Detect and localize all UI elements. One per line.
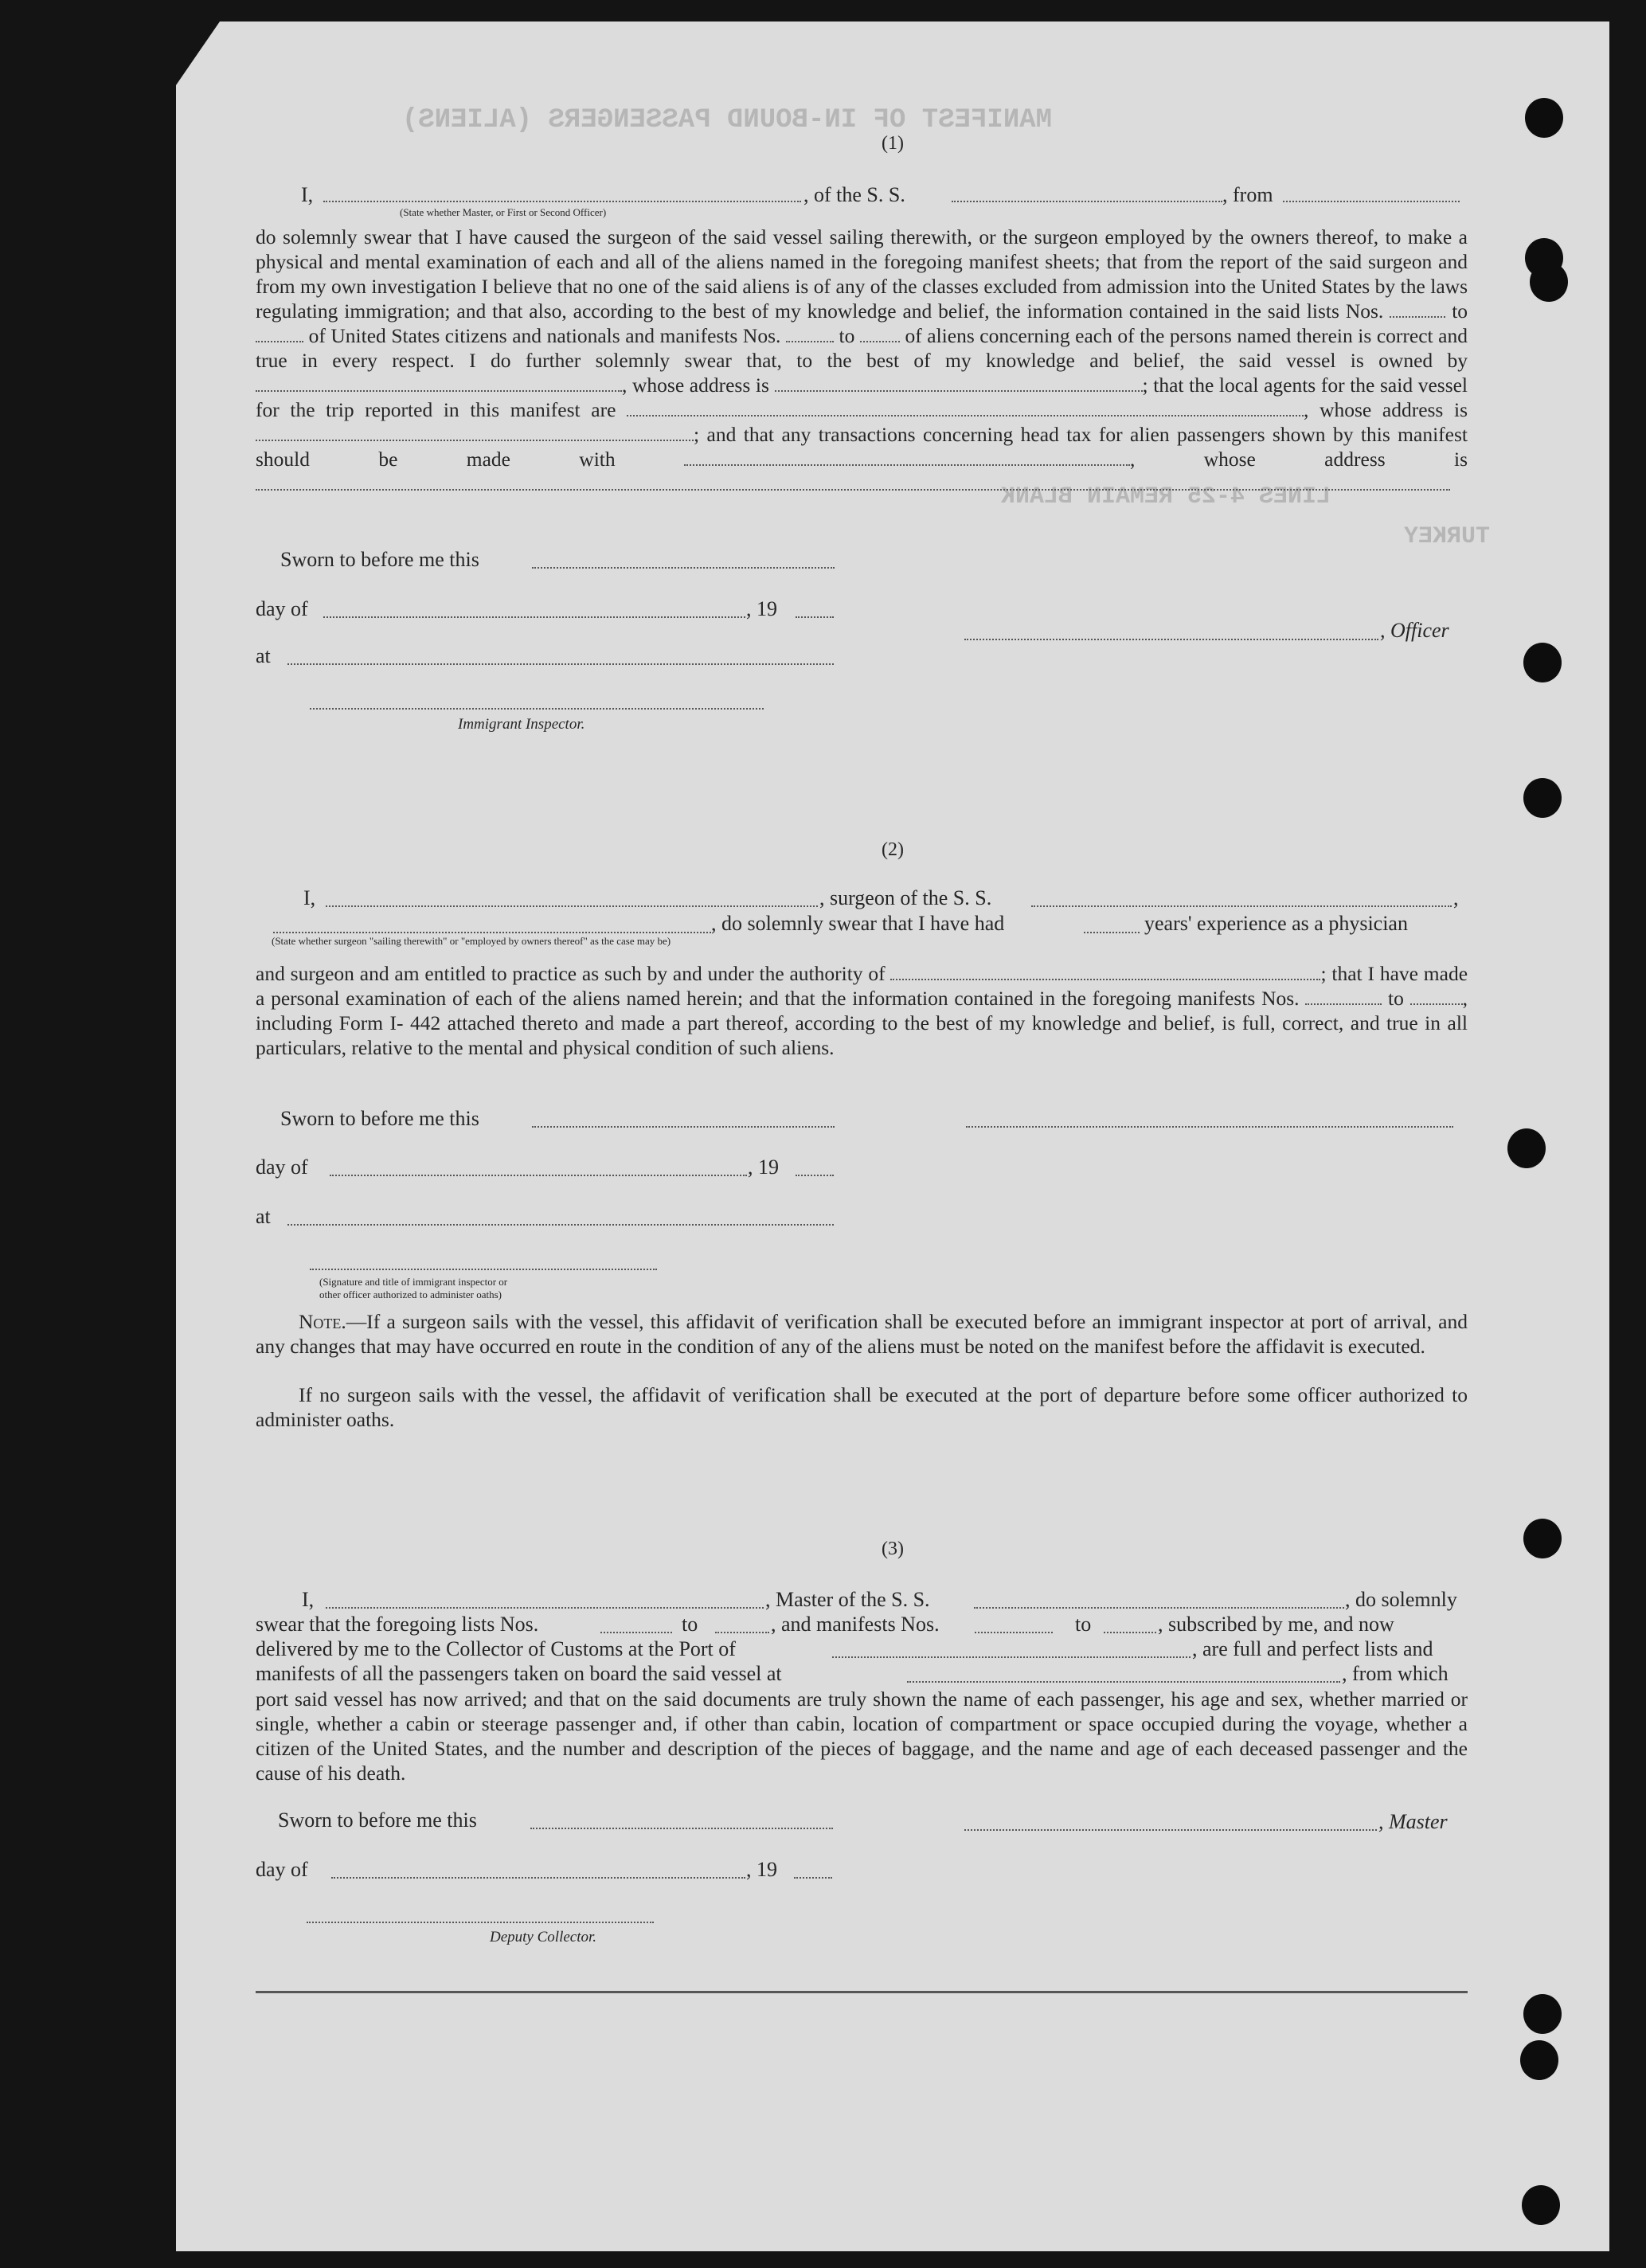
oath-lead: I, (302, 1588, 315, 1611)
surgeon-signature-field (966, 1126, 1453, 1128)
vessel-name-field (952, 201, 1222, 202)
punch-hole (1530, 262, 1568, 302)
surgeon-comma: , (1453, 886, 1459, 909)
subscribed-label: , subscribed by me, and now (1158, 1613, 1394, 1636)
swear-label: swear that the foregoing lists Nos. (256, 1613, 539, 1636)
section-3-paragraph: port said vessel has now arrived; and that on the said documents are truly shown the name of each passenger, his age and sex, whether married or single, whether a cabin or steerage passenger and, if other than cabin, location of compartment or space occupied during the voyage, whether a citizen of the United States, and the number and description of the pieces of baggage, and the name and age of each deceased passenger and the cause of his death. (256, 1687, 1468, 1785)
punch-hole (1507, 1128, 1546, 1168)
day-of-label: day of (256, 1156, 308, 1179)
punch-hole (1523, 643, 1562, 682)
section-1-number: (1) (882, 133, 904, 154)
show-through-title: MANIFEST OF IN-BOUND PASSENGERS (ALIENS) (401, 105, 1052, 135)
oath-lead: I, (303, 886, 316, 909)
master-name-field (326, 1607, 764, 1609)
punch-hole (1523, 778, 1562, 818)
sworn-label: Sworn to before me this (280, 1107, 479, 1130)
embark-port-field (907, 1681, 1340, 1683)
lists-from-field (600, 1632, 672, 1633)
officer-label: , Officer (1380, 619, 1449, 642)
manifest-page (176, 22, 1609, 2251)
sworn-date-field (530, 1828, 833, 1829)
signature-note-2: other officer authorized to administer oaths) (319, 1288, 502, 1300)
do-solemnly-label: , do solemnly (1345, 1588, 1457, 1611)
manifests-from-field (975, 1632, 1053, 1633)
officer-note: (State whether Master, or First or Second Officer) (400, 206, 607, 218)
inspector-signature-field (310, 1269, 657, 1270)
solemnly-label: , do solemnly swear that I have had (711, 912, 1005, 935)
show-through-text: TURKEY (1403, 523, 1490, 550)
officer-name-field (323, 201, 801, 202)
sworn-date-field (532, 1126, 835, 1128)
oath-lead: I, (301, 183, 314, 206)
of-ss-label: , of the S. S. (803, 183, 905, 206)
section-1-paragraph: do solemnly swear that I have caused the surgeon of the said vessel sailing therewith, or the surgeon employed by the owners thereof, to make a physical and mental examination of each and all of the aliens named in the foregoing manifest sheets; that from the report of the said surgeon and from my own investigation I believe that no one of the said aliens is of any of the classes excluded from admission into the United States by the laws regulating immigration; and that also, according to the best of my knowledge and belief, the information contained in the said lists Nos. to of United States citizens and nationals and manifests Nos. to of aliens concerning each of the persons named therein is correct and true in every respect. I do further solemnly swear that, to the best of my knowledge and belief, the said vessel is owned by , whose address is ; that the local agents for the said vessel for the trip reported in this manifest are , whose address is ; and that any transactions concerning head tax for alien passengers shown by this manifest should be made with , whose address is (256, 225, 1468, 496)
section-3-number: (3) (882, 1539, 904, 1559)
section-2-paragraph: and surgeon and am entitled to practice as such by and under the authority of ; that I have made a personal examination of each of the aliens named herein; and that the information contained in the foregoing manifests Nos. to , including Form I- 442 attached thereto and made a part thereof, according to the best of my knowledge and belief, is full, correct, and true in all particulars, relative to the mental and physical condition of such aliens. (256, 962, 1468, 1059)
surgeon-note-paragraph: Note.—If a surgeon sails with the vessel, this affidavit of verification shall be executed before an immigrant inspector at port of arrival, and any changes that may have occurred en route in the condition of any of the aliens must be noted on the manifest before the affidavit is executed. (256, 1310, 1468, 1358)
inspector-signature-field (310, 708, 764, 710)
punch-hole (1525, 98, 1563, 138)
master-of-label: , Master of the S. S. (765, 1588, 930, 1611)
year-label: , 19 (748, 1156, 779, 1179)
officer-signature-field (964, 639, 1378, 640)
sworn-label: Sworn to before me this (280, 548, 479, 571)
master-signature-field (964, 1829, 1377, 1831)
at-field (287, 1224, 834, 1226)
surgeon-name-field (326, 905, 818, 907)
bottom-rule (256, 1991, 1468, 1993)
at-field (287, 663, 834, 665)
year-label: , 19 (746, 597, 777, 620)
inspector-label: Immigrant Inspector. (458, 716, 585, 733)
from-port-field (1283, 201, 1460, 202)
to-label: to (1075, 1613, 1092, 1636)
master-vessel-field (974, 1607, 1344, 1609)
years-field (1084, 932, 1140, 933)
full-label: , are full and perfect lists and (1192, 1637, 1433, 1660)
year-field (796, 1175, 834, 1176)
year-field (796, 616, 834, 618)
to-label: to (682, 1613, 698, 1636)
and-manifests-label: , and manifests Nos. (771, 1613, 940, 1636)
at-label: at (256, 1205, 271, 1228)
day-field (323, 616, 745, 618)
punch-hole (1522, 2185, 1560, 2225)
delivered-label: delivered by me to the Collector of Customs at the Port of (256, 1637, 736, 1660)
signature-note-1: (Signature and title of immigrant inspector or (319, 1276, 508, 1288)
note-label: Note. (299, 1310, 346, 1333)
year-field (794, 1877, 832, 1879)
surgeon-note: (State whether surgeon "sailing therewith" or "employed by owners thereof" as the case may be) (272, 935, 671, 947)
show-through-text: LINES 4-25 REMAIN BLANK (1000, 483, 1331, 510)
section-2-number: (2) (882, 839, 904, 860)
surgeon-status-field (273, 932, 711, 933)
deputy-signature-field (307, 1922, 654, 1923)
year-label: , 19 (746, 1858, 777, 1881)
sworn-label: Sworn to before me this (278, 1809, 477, 1832)
from-label: , from (1222, 183, 1273, 206)
punch-hole (1523, 1994, 1562, 2034)
day-field (331, 1877, 745, 1879)
at-label: at (256, 644, 271, 667)
deputy-label: Deputy Collector. (490, 1929, 597, 1945)
manifests-all-label: manifests of all the passengers taken on board the said vessel at (256, 1662, 782, 1685)
surgeon-of-label: , surgeon of the S. S. (819, 886, 992, 909)
day-of-label: day of (256, 597, 308, 620)
sworn-date-field (532, 567, 835, 569)
no-surgeon-paragraph: If no surgeon sails with the vessel, the affidavit of verification shall be executed at the port of departure before some officer authorized to administer oaths. (256, 1383, 1468, 1431)
day-of-label: day of (256, 1858, 308, 1881)
day-field (330, 1175, 747, 1176)
master-label: , Master (1378, 1810, 1448, 1833)
lists-to-field (715, 1632, 769, 1633)
surgeon-vessel-field (1031, 905, 1452, 907)
from-which-label: , from which (1342, 1662, 1449, 1685)
years-label: years' experience as a physician (1144, 912, 1408, 935)
punch-hole (1520, 2040, 1558, 2080)
manifests-to-field (1104, 1632, 1156, 1633)
port-field (832, 1656, 1191, 1658)
